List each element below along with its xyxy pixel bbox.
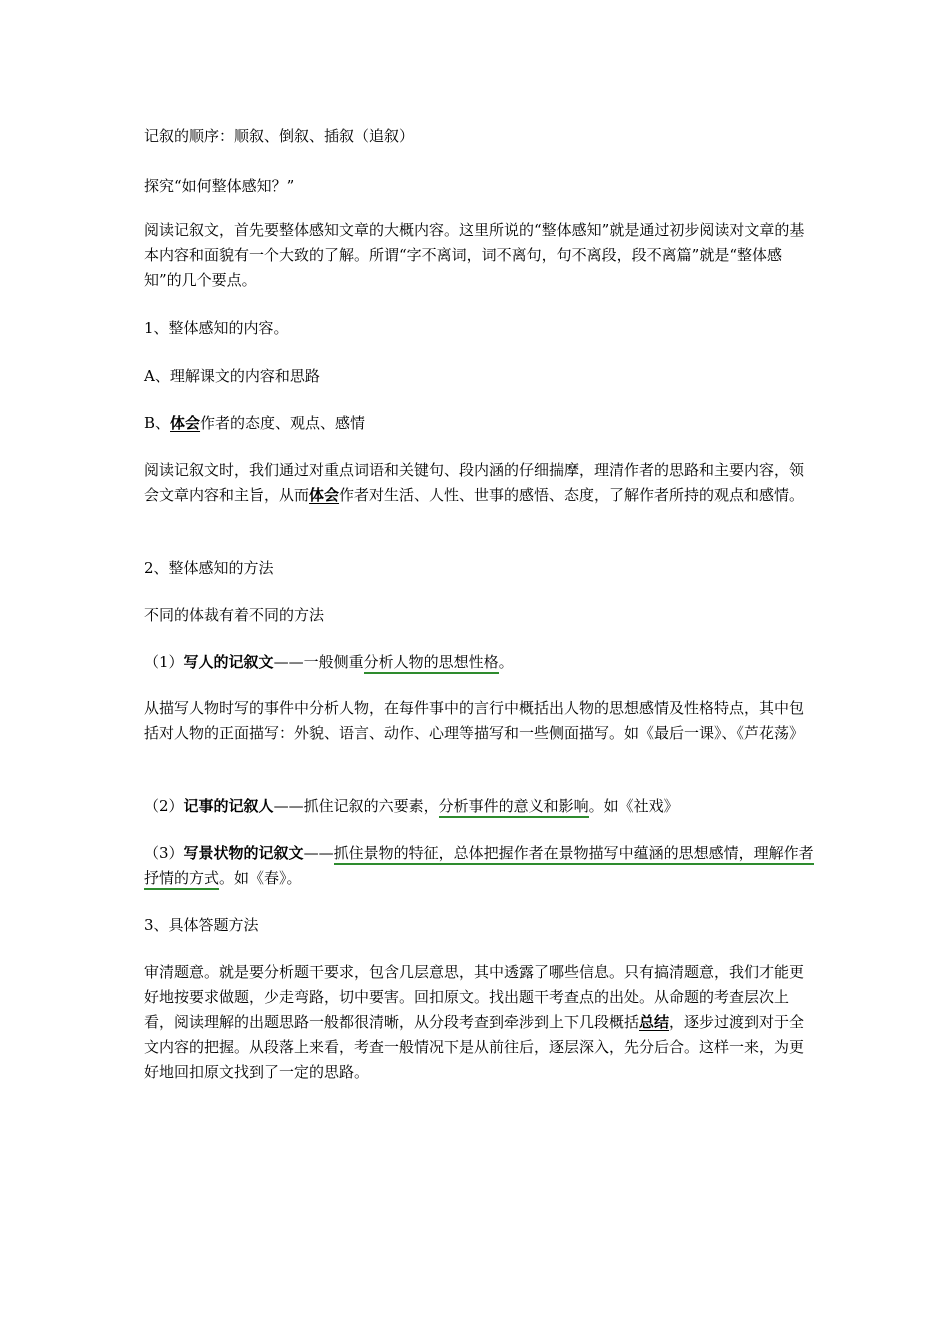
reading-paragraph-emphasis: 体会 — [309, 486, 340, 504]
method-3-end: 。如《春》。 — [219, 869, 302, 887]
method-2-title: 记事的记叙人 — [183, 797, 274, 815]
method-2 — [144, 794, 814, 819]
method-2-mid: ——抓住记叙的六要素， — [273, 797, 439, 815]
method-1-detail: 从描写人物时写的事件中分析人物，在每件事中的言行中概括出人物的思想感情及性格特点，其中包括对人物的正面描写：外貌、语言、动作、心理等描写和一些侧面描写。如《最后一课》、《芦花荡》 — [144, 699, 805, 742]
point-a: A、理解课文的内容和思路 — [144, 367, 320, 385]
answer-method-emphasis: 总结 — [639, 1013, 670, 1031]
method-1-num: （1） — [144, 653, 184, 671]
method-3 — [144, 841, 814, 891]
point-b-emphasis: 体会 — [170, 414, 201, 432]
reading-paragraph-part2: 作者对生活、人性、世事的感悟、态度，了解作者所持的观点和感情。 — [339, 486, 805, 504]
method-2-end: 。如《社戏》 — [588, 797, 679, 815]
method-1-mid: ——一般侧重 — [273, 653, 364, 671]
method-1-highlight: 分析人物的思想性格 — [364, 653, 499, 674]
point-b-prefix: B、 — [144, 414, 171, 432]
method-3-mid: —— — [303, 844, 334, 862]
intro-paragraph: 阅读记叙文，首先要整体感知文章的大概内容。这里所说的“整体感知”就是通过初步阅读对文章的基本内容和面貌有一个大致的了解。所谓“字不离词，词不离句，句不离段，段不离篇”就是“整体感知”的几个要点。 — [144, 221, 805, 289]
method-3-num: （3） — [144, 844, 184, 862]
method-1-end: 。 — [498, 653, 514, 671]
section-2-heading: 2、整体感知的方法 — [144, 559, 274, 577]
section-3-heading: 3、具体答题方法 — [144, 916, 259, 934]
method-1-title: 写人的记叙文 — [183, 653, 274, 671]
answer-method-paragraph — [144, 960, 814, 1085]
narrative-order-line: 记叙的顺序：顺叙、倒叙、插叙（追叙） — [144, 127, 415, 145]
point-b — [144, 411, 814, 436]
method-3-highlight: 抓住景物的特征，总体把握作者在景物描写中蕴涵的思想感情，理解作者抒情的方式 — [144, 844, 814, 890]
method-2-highlight: 分析事件的意义和影响 — [439, 797, 589, 818]
genre-intro: 不同的体裁有着不同的方法 — [144, 606, 325, 624]
answer-method-part2: ，逐步过渡到对于全文内容的把握。从段落上来看，考查一般情况下是从前往后，逐层深入，先分后合。这样一来，为更好地回扣原文找到了一定的思路。 — [144, 1013, 805, 1081]
reading-paragraph — [144, 458, 814, 508]
point-b-rest: 作者的态度、观点、感情 — [200, 414, 366, 432]
method-3-title: 写景状物的记叙文 — [183, 844, 304, 862]
section-1-heading: 1、整体感知的内容。 — [144, 319, 289, 337]
inquiry-heading: 探究“如何整体感知？” — [144, 177, 295, 195]
answer-method-part1: 审清题意。就是要分析题干要求，包含几层意思，其中透露了哪些信息。只有搞清题意，我们才能更好地按要求做题，少走弯路，切中要害。回扣原文。找出题干考查点的出处。从命题的考查层次上看，阅读理解的出题思路一般都很清晰，从分段考查到牵涉到上下几段概括 — [144, 963, 805, 1031]
method-1 — [144, 650, 814, 675]
reading-paragraph-part1: 阅读记叙文时，我们通过对重点词语和关键句、段内涵的仔细揣摩，理清作者的思路和主要内容，领会文章内容和主旨，从而 — [144, 461, 805, 504]
method-2-num: （2） — [144, 797, 184, 815]
